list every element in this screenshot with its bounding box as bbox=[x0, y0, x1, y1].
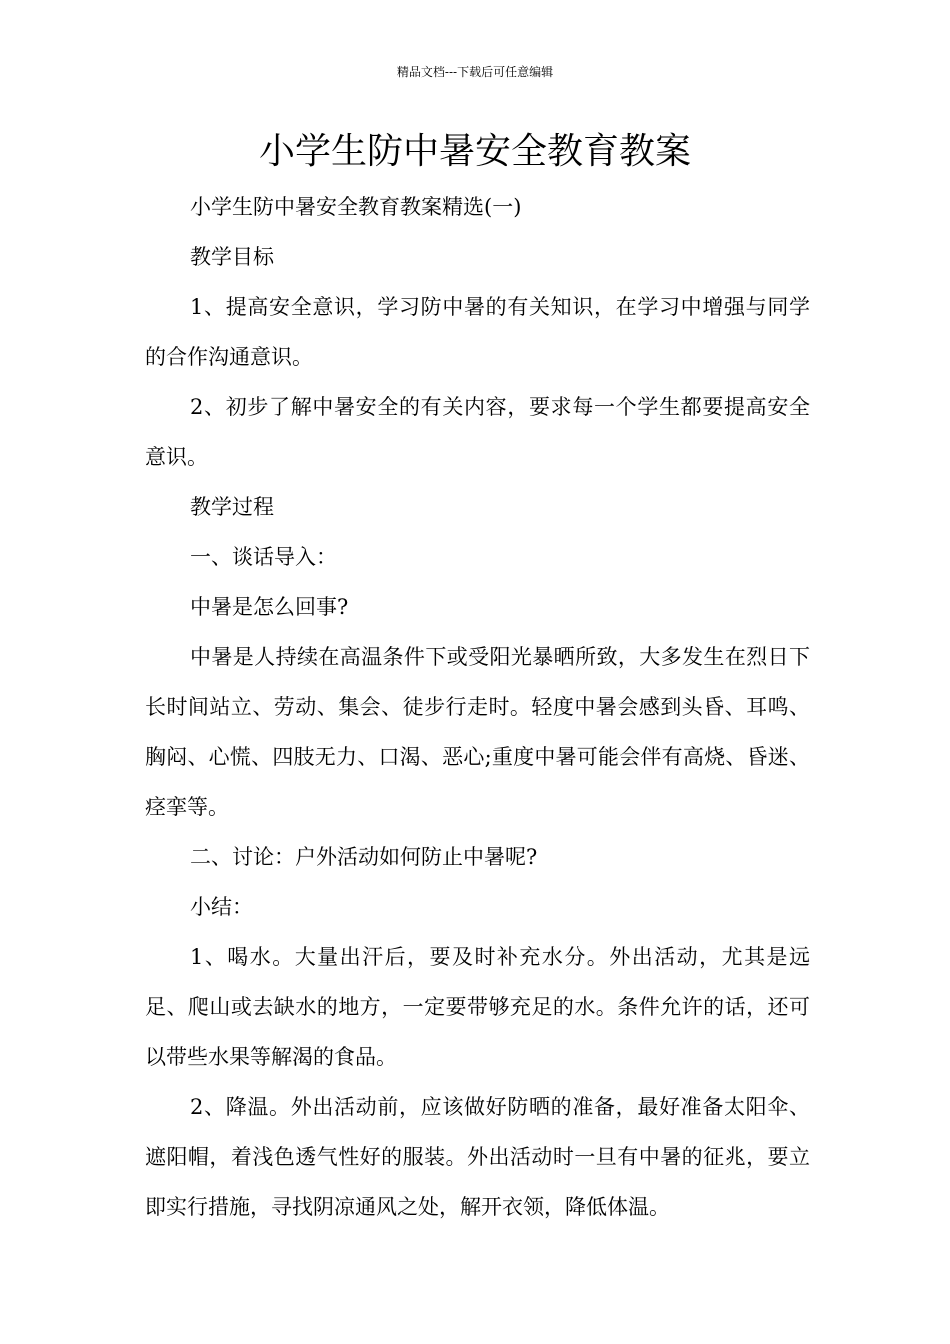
objective-item-1: 1、提高安全意识，学习防中暑的有关知识，在学习中增强与同学的合作沟通意识。 bbox=[145, 295, 810, 369]
question-paragraph: 中暑是怎么回事? bbox=[190, 595, 349, 619]
header-note: 精品文档---下载后可任意编辑 bbox=[396, 65, 554, 79]
summary-label: 小结： bbox=[190, 895, 253, 919]
objective-item-2: 2、初步了解中暑安全的有关内容，要求每一个学生都要提高安全意识。 bbox=[145, 395, 810, 469]
section-heading-objectives: 教学目标 bbox=[190, 245, 274, 269]
section-heading-process: 教学过程 bbox=[190, 495, 274, 519]
subtitle-paragraph: 小学生防中暑安全教育教案精选(一) bbox=[190, 195, 522, 219]
document-title: 小学生防中暑安全教育教案 bbox=[258, 131, 691, 172]
document-body bbox=[145, 182, 810, 1232]
explanation-paragraph: 中暑是人持续在高温条件下或受阳光暴晒所致，大多发生在烈日下长时间站立、劳动、集会、徒步行走时。轻度中暑会感到头昏、耳鸣、胸闷、心慌、四肢无力、口渴、恶心;重度中暑可能会伴有高烧、昏迷、痉挛等。 bbox=[145, 645, 810, 819]
step-heading-introduction: 一、谈话导入： bbox=[190, 545, 337, 569]
summary-item-1: 1、喝水。大量出汗后，要及时补充水分。外出活动，尤其是远足、爬山或去缺水的地方，一定要带够充足的水。条件允许的话，还可以带些水果等解渴的食品。 bbox=[145, 945, 810, 1069]
summary-item-2: 2、降温。外出活动前，应该做好防晒的准备，最好准备太阳伞、遮阳帽，着浅色透气性好的服装。外出活动时一旦有中暑的征兆，要立即实行措施，寻找阴凉通风之处，解开衣领，降低体温。 bbox=[145, 1095, 810, 1219]
step-heading-discussion: 二、讨论：户外活动如何防止中暑呢? bbox=[190, 845, 538, 869]
